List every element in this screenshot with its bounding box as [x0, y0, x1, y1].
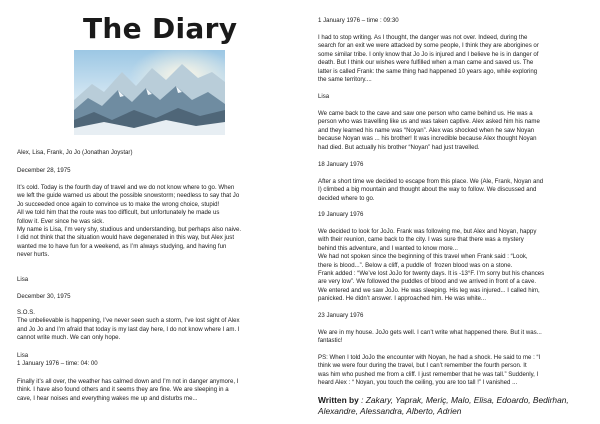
diary-entry: Finally it’s all over, the weather has calmed down and I’m not in danger anymore, I think. I have also found others and it seems they are fine. We are sleeping in a cave, I hear noises and everything wakes me up and disturbs me...	[17, 378, 239, 402]
authors-credit	[318, 395, 598, 417]
participants-line: Alex, Lisa, Frank, Jo Jo (Jonathan Joystar)	[17, 149, 133, 156]
diary-entry: It’s cold. Today is the fourth day of travel and we do not know where to go. When we left the guide warned us about the possible snowstorm; needless to say that Jo Jo succeeded once again to convince us to make the wrong choice, stupid! All we told him that the route was too difficult, but unfortunately he made us follow it. Ever since he was sick. My name is Lisa, I’m very shy, studious and understanding, but perhaps also naive. I did not think that the situation would have degenerated in this way, but Alex just wanted me to have fun for a weekend, as I’m always studying, and having fun never hurts.	[17, 184, 242, 259]
entry-date: 23 January 1976	[318, 312, 364, 319]
postscript: PS: When I told JoJo the encounter with Noyan, he had a shock. He said to me : “I think we were four during the travel, but I can’t remember the fourth person. It was him who pushed me from a cliff. I just remember that he was tall.” Suddenly, I heard Alex : “ Noyan, you touch the ceiling, you are too tall !” I vanished ...	[318, 354, 541, 387]
diary-entry: I had to stop writing. As I thought, the danger was not over. Indeed, during the search for an exit we were attacked by some people, I think they are aborigines or some similar tribe. I only know that Jo Jo is injured and I believe he is in danger of death. But I think our wishes were fulfilled when a man came and saved us. The latter is called Frank: the same thing had happened 10 years ago, while exploring the same territory....	[318, 34, 539, 84]
entry-date: December 30, 1975	[17, 293, 71, 300]
entry-date: 18 January 1976	[318, 161, 364, 168]
diary-entry: S.O.S. The unbelievable is happening, I’ve never seen such a storm, I’ve lost sight of Alex and Jo Jo and I’m afraid that today is my last day here, I do not know where I am. I cannot write much. We can only hope.	[17, 309, 240, 342]
document-title: The Diary	[83, 12, 238, 45]
entry-signature-and-time: Lisa 1 January 1976 – time: 04: 00	[17, 352, 98, 368]
entry-date: 1 January 1976 – time : 09:30	[318, 17, 399, 24]
mountain-photo	[74, 50, 225, 135]
diary-entry: We decided to look for JoJo. Frank was following me, but Alex and Noyan, happy with their reunion, came back to the city. I was sure that there was a mystery behind this adventure, and I wanted to know more... We had not spoken since the beginning of this travel when Frank said : “Look, there is blood...”. Below a cliff, a puddle of frozen blood was on a stone. Frank added : “We’ve lost JoJo for twenty days. It is -13°F. I’m sorry but his chances are very low”. We followed the puddles of blood and we arrived in front of a cave. We entered and we saw JoJo. He was sleeping. His leg was injured... I called him, panicked. He didn’t answer. I approached him. He was white...	[318, 228, 545, 303]
entry-signature: Lisa	[17, 276, 29, 283]
entry-date: December 28, 1975	[17, 167, 71, 174]
entry-signature: Lisa	[318, 93, 330, 100]
diary-entry: We are in my house. JoJo gets well. I can’t write what happened there. But it was... fantastic!	[318, 329, 542, 345]
entry-date: 19 January 1976	[318, 211, 364, 218]
diary-entry: We came back to the cave and saw one person who came behind us. He was a person who was travelling like us and was taken captive. Alex asked him his name and they learned his name was “Noyan”. Alex was shocked when he saw Noyan because Noyan was ... his brother! It was incredible because Alex thought Noyan had died. But actually his brother “Noyan” had just travelled.	[318, 110, 540, 151]
written-by-label: Written by	[318, 395, 359, 405]
diary-entry: After a short time we decided to escape from this place. We (Ale, Frank, Noyan and I) climbed a big mountain and thought about the way to follow. We discussed and decided where to go.	[318, 178, 544, 202]
authors-list: : Zakary, Yaprak, Meriç, Malo, Elisa, Edoardo, Bedirhan, Alexandre, Alessandra, Alberto, Adrien	[318, 395, 569, 416]
